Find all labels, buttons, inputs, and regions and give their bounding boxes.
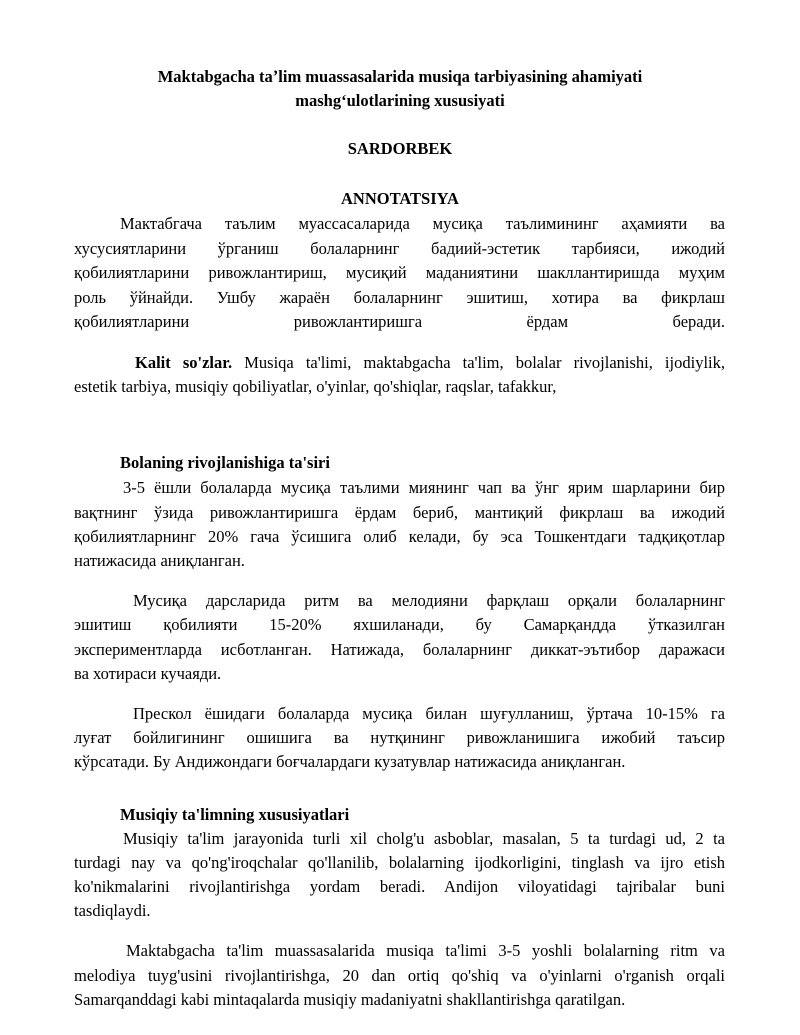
title-line-2: mashgʻulotlarining xususiyati: [295, 91, 505, 110]
annotation-line: қобилиятларини ривожлантиришга ёрдам беради.: [74, 312, 725, 331]
paragraph-line: вақтнинг ўзида ривожлантиришга ёрдам бериб, мантиқий фикрлаш ва ижодий: [74, 503, 725, 522]
paragraph-line: эшитиш қобилияти 15-20% яхшиланади, бу Самарқандда ўтказилган: [74, 615, 725, 634]
paragraph-line: melodiya tuyg'usini rivojlantirishga, 20 dan ortiq qo'shiq va o'yinlarni o'rganish orqali: [74, 966, 725, 985]
paragraph-line: tasdiqlaydi.: [74, 901, 151, 920]
paragraph-line: луғат бойлигининг ошишига ва нутқининг ривожланишига ижобий таъсир: [74, 728, 725, 747]
keywords-label: Kalit so'zlar.: [135, 353, 233, 372]
author-name: SARDORBEK: [347, 139, 453, 158]
paragraph-line: Musiqiy ta'lim jarayonida turli xil cholg'u asboblar, masalan, 5 ta turdagi ud, 2 ta: [123, 829, 725, 848]
paragraph-line: қобилиятларнинг 20% гача ўсишига олиб келади, бу эса Тошкентдаги тадқиқотлар: [74, 527, 725, 546]
annotation-line: роль ўйнайди. Ушбу жараён болаларнинг эшитиш, хотира ва фикрлаш: [74, 288, 725, 307]
paragraph-line: 3-5 ёшли болаларда мусиқа таълими миянинг чап ва ўнг ярим шарларини бир: [123, 478, 725, 497]
paragraph-line: кўрсатади. Бу Андижондаги боғчалардаги кузатувлар натижасида аниқланган.: [74, 752, 626, 771]
paragraph-line: Мусиқа дарсларида ритм ва мелодияни фарқлаш орқали болаларнинг: [133, 591, 725, 610]
paragraph-line: turdagi nay va qo'ng'iroqchalar qo'llanilib, bolalarning ijodkorligini, tinglash va ijro etish: [74, 853, 725, 872]
paragraph-line: Samarqanddagi kabi mintaqalarda musiqiy madaniyatni shakllantirishga qaratilgan.: [74, 990, 626, 1009]
paragraph-line: Maktabgacha ta'lim muassasalarida musiqa ta'limi 3-5 yoshli bolalarning ritm va: [126, 941, 725, 960]
section-heading: Musiqiy ta'limning xususiyatlari: [120, 805, 350, 824]
section-heading: Bolaning rivojlanishiga ta'siri: [120, 453, 330, 472]
keywords-line-1: [135, 353, 725, 373]
paragraph-line: ko'nikmalarini rivojlantirishga yordam beradi. Andijon viloyatidagi tajribalar buni: [74, 877, 725, 896]
annotation-line: Мактабгача таълим муассасаларида мусиқа таълимининг аҳамияти ва: [120, 214, 725, 233]
annotation-line: қобилиятларини ривожлантириш, мусиқий маданиятини шакллантиришда муҳим: [74, 263, 725, 282]
paragraph-line: ва хотираси кучаяди.: [74, 664, 222, 683]
keywords-text: Musiqa ta'limi, maktabgacha ta'lim, bolalar rivojlanishi, ijodiylik,: [232, 353, 725, 372]
annotation-line: хусусиятларини ўрганиш болаларнинг бадиий-эстетик тарбияси, ижодий: [74, 239, 725, 258]
paragraph-line: натижасида аниқланган.: [74, 551, 245, 570]
paragraph-line: экспериментларда исботланган. Натижада, болаларнинг диккат-эътибор даражаси: [74, 640, 725, 659]
annotation-heading: ANNOTATSIYA: [341, 189, 459, 208]
keywords-line-2: estetik tarbiya, musiqiy qobiliyatlar, o'yinlar, qo'shiqlar, raqslar, tafakkur,: [74, 377, 557, 396]
title-line-1: Maktabgacha taʼlim muassasalarida musiqa tarbiyasining ahamiyati: [157, 67, 643, 86]
paragraph-line: Прескол ёшидаги болаларда мусиқа билан шуғулланиш, ўртача 10-15% га: [133, 704, 725, 723]
